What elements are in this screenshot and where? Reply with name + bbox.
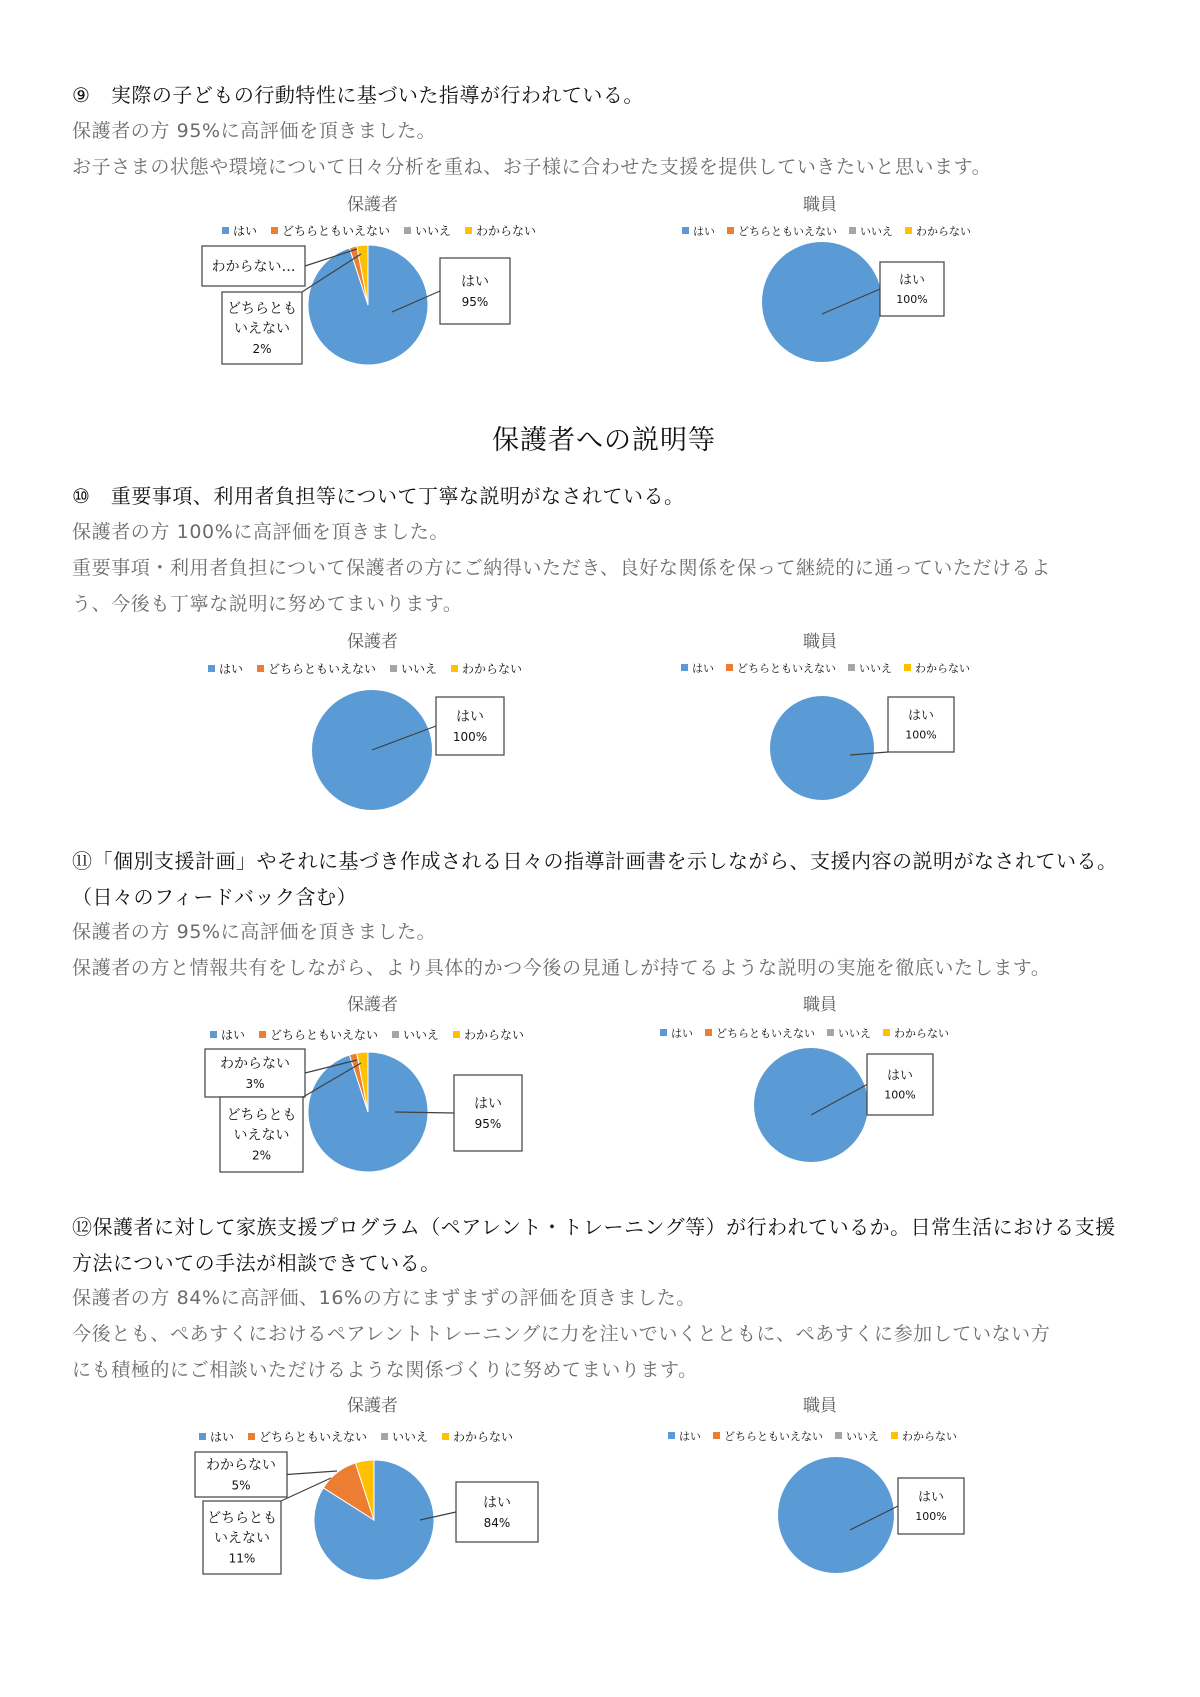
section-11-title-2: （日々のフィードバック含む）	[72, 885, 357, 909]
chart-4-title: 職員	[803, 632, 837, 652]
section-9-title: ⑨ 実際の子どもの行動特性に基づいた指導が行われている。	[72, 83, 644, 107]
legend-label-2: どちらともいえない	[259, 1430, 368, 1444]
callout-text: はい	[483, 1494, 511, 1511]
callout-text: いえない	[233, 1127, 290, 1144]
legend-label-2: どちらともいえない	[270, 1028, 379, 1042]
callout-text: わからない	[206, 1457, 276, 1474]
callout-text: はい	[886, 1068, 914, 1084]
callout-text: 95%	[461, 294, 489, 309]
section-10-title: ⑩ 重要事項、利用者負担等について丁寧な説明がなされている。	[72, 484, 685, 508]
callout-text: 100%	[905, 728, 937, 742]
legend-label-1: はい	[233, 224, 258, 238]
callout-text: 100%	[452, 729, 488, 744]
legend-label-2: どちらともいえない	[268, 662, 377, 676]
legend-label-4: わからない	[916, 225, 971, 238]
callout-text: どちらとも	[207, 1510, 277, 1527]
chart-6-title: 職員	[803, 995, 837, 1015]
callout-text: 95%	[474, 1116, 502, 1131]
section-12-line-1: 保護者の方 84%に高評価、16%の方にまずまずの評価を頂きました。	[72, 1287, 696, 1309]
legend-label-3: いいえ	[403, 1028, 440, 1042]
callout-text: はい	[461, 273, 489, 290]
section-10-line-2: 重要事項・利用者負担について保護者の方にご納得いただき、良好な関係を保って継続的に通っていただけるよ	[72, 557, 1051, 579]
legend-label-1: はい	[221, 1028, 246, 1042]
callout-text: 2%	[251, 1148, 272, 1163]
callout-text: 2%	[252, 341, 272, 356]
legend-label-3: いいえ	[392, 1430, 429, 1444]
chart-1-title: 保護者	[347, 195, 398, 215]
legend-label-4: わからない	[453, 1430, 514, 1444]
section-12-title-2: 方法についての手法が相談できている。	[72, 1251, 441, 1275]
section-12-line-3: にも積極的にご相談いただけるような関係づくりに努めてまいります。	[72, 1359, 698, 1381]
legend-label-1: はい	[692, 662, 714, 675]
legend-label-4: わからない	[902, 1430, 957, 1443]
callout-text: どちらとも	[226, 1107, 297, 1124]
section-9-line-2: お子さまの状態や環境について日々分析を重ね、お子様に合わせた支援を提供していきたいと思います。	[72, 156, 992, 178]
section-10-line-1: 保護者の方 100%に高評価を頂きました。	[72, 521, 449, 543]
legend-label-1: はい	[679, 1430, 701, 1443]
section-11-line-2: 保護者の方と情報共有をしながら、より具体的かつ今後の見通しが持てるような説明の実施を徹底いたします。	[72, 957, 1051, 979]
callout-text: いえない	[234, 320, 290, 337]
section-12-line-2: 今後とも、ぺあすくにおけるペアレントトレーニングに力を注いでいくとともに、ぺあすくに参加していない方	[72, 1323, 1051, 1345]
callout-text: 84%	[483, 1515, 511, 1530]
legend-label-3: いいえ	[860, 225, 893, 238]
legend-label-1: はい	[671, 1027, 693, 1040]
callout-text: 5%	[231, 1478, 251, 1493]
callout-text: 100%	[896, 293, 928, 307]
legend-label-2: どちらともいえない	[737, 662, 836, 675]
chart-8-title: 職員	[803, 1396, 837, 1416]
legend-label-3: いいえ	[846, 1430, 879, 1443]
section-10-line-3: う、今後も丁寧な説明に努めてまいります。	[72, 593, 463, 615]
callout-text: 11%	[228, 1551, 256, 1566]
pie-chart-8-marks	[668, 1430, 964, 1573]
section-11-title: ⑪「個別支援計画」やそれに基づき作成される日々の指導計画書を示しながら、支援内容の説明がなされている。	[72, 849, 1118, 873]
legend-label-4: わからない	[476, 224, 537, 238]
legend-label-3: いいえ	[415, 224, 452, 238]
callout-text: いえない	[214, 1530, 270, 1547]
chart-3-title: 保護者	[347, 632, 398, 652]
legend-label-4: わからない	[464, 1028, 525, 1042]
legend-label-2: どちらともいえない	[282, 224, 391, 238]
legend-label-4: わからない	[894, 1027, 949, 1040]
callout-text: わからない…	[211, 258, 296, 275]
legend-label-1: はい	[210, 1430, 235, 1444]
legend-label-1: はい	[219, 662, 244, 676]
legend-label-2: どちらともいえない	[716, 1027, 815, 1040]
chart-2-title: 職員	[803, 195, 837, 215]
legend-label-4: わからない	[915, 662, 970, 675]
chart-7-title: 保護者	[347, 1396, 398, 1416]
callout-text: わからない	[220, 1055, 290, 1072]
callout-text: はい	[474, 1095, 502, 1112]
callout-text: 100%	[915, 1510, 947, 1524]
legend-label-2: どちらともいえない	[724, 1430, 823, 1443]
pie-slice-1	[778, 1457, 894, 1573]
section-9-line-1: 保護者の方 95%に高評価を頂きました。	[72, 120, 437, 142]
callout-text: 3%	[245, 1076, 265, 1091]
callout-text: はい	[917, 1490, 945, 1506]
legend-swatch-2	[713, 1432, 720, 1439]
legend-swatch-4	[891, 1432, 898, 1439]
callout-text: はい	[907, 708, 935, 724]
callout-box	[898, 1478, 964, 1534]
section-heading: 保護者への説明等	[492, 425, 716, 456]
callout-text: はい	[456, 708, 484, 725]
legend-label-3: いいえ	[401, 662, 438, 676]
legend-label-4: わからない	[462, 662, 523, 676]
legend-label-3: いいえ	[838, 1027, 871, 1040]
legend-swatch-3	[835, 1432, 842, 1439]
legend-label-3: いいえ	[859, 662, 892, 675]
legend-label-1: はい	[693, 225, 715, 238]
section-12-title: ⑫保護者に対して家族支援プログラム（ペアレント・トレーニング等）が行われているか。日常生活における支援	[72, 1215, 1116, 1239]
section-11-line-1: 保護者の方 95%に高評価を頂きました。	[72, 921, 437, 943]
callout-text: はい	[898, 273, 926, 289]
callout-text: 100%	[884, 1088, 916, 1102]
chart-5-title: 保護者	[347, 995, 398, 1015]
legend-label-2: どちらともいえない	[738, 225, 837, 238]
legend-swatch-1	[668, 1432, 675, 1439]
callout-text: どちらとも	[227, 300, 297, 317]
